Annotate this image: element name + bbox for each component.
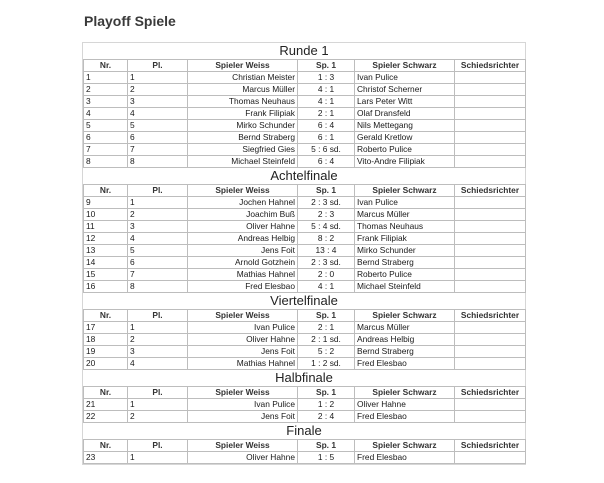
cell-nr: 12 bbox=[84, 233, 128, 245]
table-row bbox=[84, 233, 526, 245]
col-header-nr: Nr. bbox=[84, 387, 128, 399]
col-header-score: Sp. 1 bbox=[298, 60, 355, 72]
cell-score: 4 : 1 bbox=[298, 281, 355, 293]
cell-nr: 22 bbox=[84, 411, 128, 423]
cell-white-player: Arnold Gotzhein bbox=[188, 257, 298, 269]
cell-black-player: Roberto Pulice bbox=[355, 269, 455, 281]
cell-referee bbox=[455, 84, 526, 96]
cell-nr: 1 bbox=[84, 72, 128, 84]
table-row bbox=[84, 197, 526, 209]
round-table bbox=[83, 59, 526, 168]
col-header-score: Sp. 1 bbox=[298, 185, 355, 197]
table-row bbox=[84, 399, 526, 411]
col-header-nr: Nr. bbox=[84, 185, 128, 197]
cell-referee bbox=[455, 233, 526, 245]
cell-black-player: Christof Scherner bbox=[355, 84, 455, 96]
cell-referee bbox=[455, 346, 526, 358]
round-table bbox=[83, 386, 526, 423]
header-row bbox=[84, 310, 526, 322]
cell-pl: 5 bbox=[128, 245, 188, 257]
cell-referee bbox=[455, 132, 526, 144]
cell-nr: 5 bbox=[84, 120, 128, 132]
col-header-white: Spieler Weiss bbox=[188, 185, 298, 197]
cell-nr: 20 bbox=[84, 358, 128, 370]
cell-black-player: Ivan Pulice bbox=[355, 72, 455, 84]
cell-score: 2 : 3 bbox=[298, 209, 355, 221]
cell-white-player: Frank Filipiak bbox=[188, 108, 298, 120]
col-header-pl: Pl. bbox=[128, 440, 188, 452]
playoff-sheet bbox=[82, 42, 526, 465]
cell-white-player: Siegfried Gies bbox=[188, 144, 298, 156]
cell-score: 2 : 3 sd. bbox=[298, 197, 355, 209]
cell-score: 4 : 1 bbox=[298, 84, 355, 96]
col-header-referee: Schiedsrichter bbox=[455, 310, 526, 322]
header-row bbox=[84, 185, 526, 197]
cell-referee bbox=[455, 108, 526, 120]
cell-nr: 18 bbox=[84, 334, 128, 346]
cell-white-player: Jens Foit bbox=[188, 346, 298, 358]
col-header-black: Spieler Schwarz bbox=[355, 60, 455, 72]
cell-referee bbox=[455, 245, 526, 257]
cell-white-player: Ivan Pulice bbox=[188, 322, 298, 334]
cell-black-player: Bernd Straberg bbox=[355, 346, 455, 358]
cell-black-player: Gerald Kretlow bbox=[355, 132, 455, 144]
cell-black-player: Oliver Hahne bbox=[355, 399, 455, 411]
header-row bbox=[84, 60, 526, 72]
cell-score: 2 : 1 sd. bbox=[298, 334, 355, 346]
cell-referee bbox=[455, 411, 526, 423]
round-title: Achtelfinale bbox=[270, 168, 338, 183]
cell-nr: 15 bbox=[84, 269, 128, 281]
cell-pl: 1 bbox=[128, 197, 188, 209]
table-row bbox=[84, 322, 526, 334]
cell-pl: 1 bbox=[128, 72, 188, 84]
cell-nr: 7 bbox=[84, 144, 128, 156]
cell-nr: 13 bbox=[84, 245, 128, 257]
cell-score: 2 : 0 bbox=[298, 269, 355, 281]
table-row bbox=[84, 245, 526, 257]
cell-white-player: Oliver Hahne bbox=[188, 452, 298, 464]
cell-white-player: Jens Foit bbox=[188, 411, 298, 423]
cell-pl: 2 bbox=[128, 209, 188, 221]
table-row bbox=[84, 108, 526, 120]
cell-referee bbox=[455, 322, 526, 334]
cell-score: 6 : 4 bbox=[298, 120, 355, 132]
cell-score: 1 : 5 bbox=[298, 452, 355, 464]
cell-referee bbox=[455, 399, 526, 411]
cell-nr: 6 bbox=[84, 132, 128, 144]
cell-nr: 9 bbox=[84, 197, 128, 209]
cell-score: 6 : 1 bbox=[298, 132, 355, 144]
cell-white-player: Mathias Hahnel bbox=[188, 358, 298, 370]
cell-pl: 3 bbox=[128, 346, 188, 358]
cell-referee bbox=[455, 257, 526, 269]
cell-pl: 3 bbox=[128, 96, 188, 108]
cell-black-player: Fred Elesbao bbox=[355, 411, 455, 423]
table-row bbox=[84, 358, 526, 370]
cell-black-player: Thomas Neuhaus bbox=[355, 221, 455, 233]
cell-pl: 4 bbox=[128, 358, 188, 370]
table-row bbox=[84, 257, 526, 269]
col-header-pl: Pl. bbox=[128, 185, 188, 197]
cell-pl: 7 bbox=[128, 144, 188, 156]
cell-black-player: Marcus Müller bbox=[355, 322, 455, 334]
table-row bbox=[84, 411, 526, 423]
cell-pl: 2 bbox=[128, 84, 188, 96]
cell-black-player: Bernd Straberg bbox=[355, 257, 455, 269]
cell-black-player: Fred Elesbao bbox=[355, 452, 455, 464]
cell-white-player: Bernd Straberg bbox=[188, 132, 298, 144]
cell-pl: 1 bbox=[128, 399, 188, 411]
col-header-score: Sp. 1 bbox=[298, 310, 355, 322]
cell-black-player: Nils Mettegang bbox=[355, 120, 455, 132]
cell-pl: 4 bbox=[128, 108, 188, 120]
cell-referee bbox=[455, 96, 526, 108]
col-header-white: Spieler Weiss bbox=[188, 387, 298, 399]
cell-pl: 1 bbox=[128, 322, 188, 334]
cell-nr: 10 bbox=[84, 209, 128, 221]
round-table bbox=[83, 184, 526, 293]
table-row bbox=[84, 221, 526, 233]
table-row bbox=[84, 334, 526, 346]
col-header-referee: Schiedsrichter bbox=[455, 185, 526, 197]
round-table bbox=[83, 309, 526, 370]
cell-score: 1 : 2 sd. bbox=[298, 358, 355, 370]
header-row bbox=[84, 387, 526, 399]
cell-referee bbox=[455, 156, 526, 168]
col-header-referee: Schiedsrichter bbox=[455, 387, 526, 399]
table-row bbox=[84, 72, 526, 84]
cell-nr: 4 bbox=[84, 108, 128, 120]
table-row bbox=[84, 156, 526, 168]
cell-score: 4 : 1 bbox=[298, 96, 355, 108]
cell-white-player: Marcus Müller bbox=[188, 84, 298, 96]
col-header-referee: Schiedsrichter bbox=[455, 440, 526, 452]
cell-nr: 14 bbox=[84, 257, 128, 269]
table-row bbox=[84, 281, 526, 293]
round-title: Finale bbox=[286, 423, 322, 438]
cell-pl: 8 bbox=[128, 281, 188, 293]
cell-white-player: Joachim Buß bbox=[188, 209, 298, 221]
col-header-white: Spieler Weiss bbox=[188, 60, 298, 72]
cell-black-player: Andreas Helbig bbox=[355, 334, 455, 346]
cell-nr: 23 bbox=[84, 452, 128, 464]
cell-pl: 7 bbox=[128, 269, 188, 281]
cell-nr: 19 bbox=[84, 346, 128, 358]
cell-white-player: Jochen Hahnel bbox=[188, 197, 298, 209]
cell-nr: 16 bbox=[84, 281, 128, 293]
col-header-pl: Pl. bbox=[128, 387, 188, 399]
round-title: Viertelfinale bbox=[270, 293, 338, 308]
col-header-pl: Pl. bbox=[128, 60, 188, 72]
cell-referee bbox=[455, 72, 526, 84]
cell-white-player: Christian Meister bbox=[188, 72, 298, 84]
table-row bbox=[84, 209, 526, 221]
cell-black-player: Marcus Müller bbox=[355, 209, 455, 221]
cell-white-player: Thomas Neuhaus bbox=[188, 96, 298, 108]
col-header-black: Spieler Schwarz bbox=[355, 387, 455, 399]
cell-white-player: Andreas Helbig bbox=[188, 233, 298, 245]
cell-pl: 1 bbox=[128, 452, 188, 464]
cell-referee bbox=[455, 281, 526, 293]
table-row bbox=[84, 346, 526, 358]
cell-nr: 3 bbox=[84, 96, 128, 108]
cell-referee bbox=[455, 452, 526, 464]
cell-score: 2 : 4 bbox=[298, 411, 355, 423]
cell-white-player: Mirko Schunder bbox=[188, 120, 298, 132]
cell-black-player: Vito-Andre Filipiak bbox=[355, 156, 455, 168]
cell-white-player: Michael Steinfeld bbox=[188, 156, 298, 168]
cell-white-player: Oliver Hahne bbox=[188, 221, 298, 233]
cell-white-player: Ivan Pulice bbox=[188, 399, 298, 411]
col-header-pl: Pl. bbox=[128, 310, 188, 322]
col-header-white: Spieler Weiss bbox=[188, 310, 298, 322]
cell-referee bbox=[455, 209, 526, 221]
cell-white-player: Mathias Hahnel bbox=[188, 269, 298, 281]
cell-nr: 8 bbox=[84, 156, 128, 168]
round-table bbox=[83, 439, 526, 464]
cell-black-player: Michael Steinfeld bbox=[355, 281, 455, 293]
cell-pl: 6 bbox=[128, 132, 188, 144]
cell-pl: 3 bbox=[128, 221, 188, 233]
cell-score: 2 : 1 bbox=[298, 108, 355, 120]
cell-score: 1 : 2 bbox=[298, 399, 355, 411]
cell-referee bbox=[455, 221, 526, 233]
col-header-white: Spieler Weiss bbox=[188, 440, 298, 452]
cell-black-player: Lars Peter Witt bbox=[355, 96, 455, 108]
cell-pl: 2 bbox=[128, 334, 188, 346]
cell-score: 6 : 4 bbox=[298, 156, 355, 168]
cell-referee bbox=[455, 334, 526, 346]
table-row bbox=[84, 144, 526, 156]
cell-score: 5 : 6 sd. bbox=[298, 144, 355, 156]
cell-nr: 21 bbox=[84, 399, 128, 411]
cell-referee bbox=[455, 269, 526, 281]
cell-nr: 11 bbox=[84, 221, 128, 233]
cell-score: 5 : 2 bbox=[298, 346, 355, 358]
cell-referee bbox=[455, 358, 526, 370]
table-row bbox=[84, 96, 526, 108]
cell-black-player: Mirko Schunder bbox=[355, 245, 455, 257]
cell-black-player: Roberto Pulice bbox=[355, 144, 455, 156]
cell-score: 13 : 4 bbox=[298, 245, 355, 257]
cell-score: 8 : 2 bbox=[298, 233, 355, 245]
table-row bbox=[84, 132, 526, 144]
table-row bbox=[84, 452, 526, 464]
col-header-black: Spieler Schwarz bbox=[355, 440, 455, 452]
cell-referee bbox=[455, 144, 526, 156]
cell-black-player: Fred Elesbao bbox=[355, 358, 455, 370]
cell-pl: 2 bbox=[128, 411, 188, 423]
round-title: Runde 1 bbox=[279, 43, 329, 58]
col-header-score: Sp. 1 bbox=[298, 440, 355, 452]
round-title: Halbfinale bbox=[275, 370, 333, 385]
cell-pl: 6 bbox=[128, 257, 188, 269]
col-header-nr: Nr. bbox=[84, 310, 128, 322]
cell-black-player: Ivan Pulice bbox=[355, 197, 455, 209]
table-row bbox=[84, 120, 526, 132]
col-header-black: Spieler Schwarz bbox=[355, 185, 455, 197]
col-header-nr: Nr. bbox=[84, 60, 128, 72]
cell-nr: 17 bbox=[84, 322, 128, 334]
cell-black-player: Frank Filipiak bbox=[355, 233, 455, 245]
cell-referee bbox=[455, 120, 526, 132]
cell-score: 2 : 3 sd. bbox=[298, 257, 355, 269]
cell-score: 2 : 1 bbox=[298, 322, 355, 334]
col-header-black: Spieler Schwarz bbox=[355, 310, 455, 322]
col-header-nr: Nr. bbox=[84, 440, 128, 452]
cell-white-player: Oliver Hahne bbox=[188, 334, 298, 346]
cell-white-player: Fred Elesbao bbox=[188, 281, 298, 293]
cell-nr: 2 bbox=[84, 84, 128, 96]
page-title: Playoff Spiele bbox=[84, 13, 176, 29]
cell-pl: 4 bbox=[128, 233, 188, 245]
header-row bbox=[84, 440, 526, 452]
cell-score: 1 : 3 bbox=[298, 72, 355, 84]
col-header-score: Sp. 1 bbox=[298, 387, 355, 399]
table-row bbox=[84, 84, 526, 96]
col-header-referee: Schiedsrichter bbox=[455, 60, 526, 72]
cell-score: 5 : 4 sd. bbox=[298, 221, 355, 233]
cell-referee bbox=[455, 197, 526, 209]
cell-pl: 5 bbox=[128, 120, 188, 132]
table-row bbox=[84, 269, 526, 281]
cell-white-player: Jens Foit bbox=[188, 245, 298, 257]
cell-black-player: Olaf Dransfeld bbox=[355, 108, 455, 120]
cell-pl: 8 bbox=[128, 156, 188, 168]
